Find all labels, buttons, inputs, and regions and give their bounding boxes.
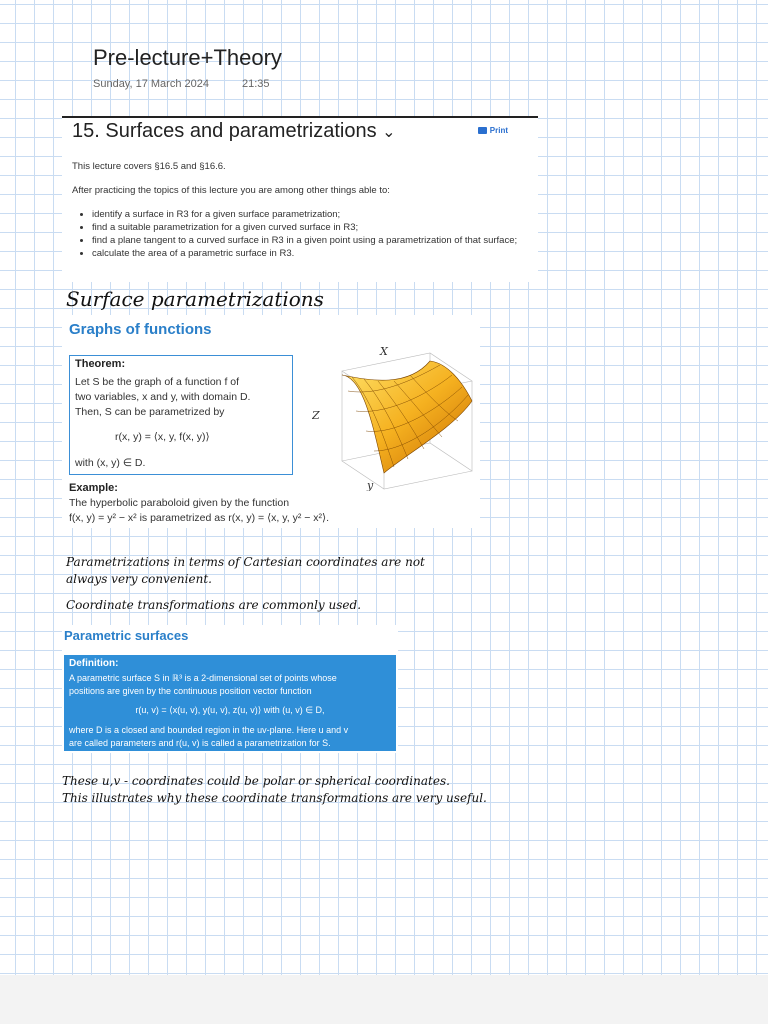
lecture-intro: After practicing the topics of this lecture you are among other things able to: xyxy=(72,185,390,196)
printer-icon xyxy=(478,127,487,134)
print-button[interactable]: Print xyxy=(478,126,508,135)
handwritten-heading: Surface parametrizations xyxy=(66,287,324,311)
list-item: • identify a surface in R3 for a given surface parametrization; xyxy=(92,208,532,221)
axis-z-label: Z xyxy=(312,409,320,422)
page-date: Sunday, 17 March 2024 xyxy=(93,78,209,90)
handwritten-note: always very convenient. xyxy=(66,572,212,586)
theorem-line: two variables, x and y, with domain D. xyxy=(75,391,251,403)
page-footer-band xyxy=(0,975,768,1024)
handwritten-note: These u,v - coordinates could be polar or spherical coordinates. xyxy=(62,774,450,788)
graphs-of-functions-clip xyxy=(62,315,480,528)
definition-line: are called parameters and r(u, v) is called a parametrization for S. xyxy=(69,738,331,748)
definition-line: positions are given by the continuous position vector function xyxy=(69,686,312,696)
axis-x-label: X xyxy=(380,345,388,358)
lecture-heading: 15. Surfaces and parametrizations ⌄ xyxy=(72,120,396,142)
definition-title: Definition: xyxy=(69,658,119,669)
parametric-surfaces-clip xyxy=(62,625,398,753)
parametric-heading: Parametric surfaces xyxy=(64,628,189,643)
theorem-line: Let S be the graph of a function f of xyxy=(75,376,240,388)
example-line: The hyperbolic paraboloid given by the function xyxy=(69,497,290,509)
handwritten-note: Coordinate transformations are commonly used. xyxy=(66,598,362,612)
definition-line: where D is a closed and bounded region in the uv-plane. Here u and v xyxy=(69,725,349,735)
list-item: • find a plane tangent to a curved surface in R3 in a given point using a parametrization of that surface; xyxy=(92,234,532,247)
axis-y-label: y xyxy=(367,479,374,491)
example-line: f(x, y) = y² − x² is parametrized as r(x, y) = ⟨x, y, y² − x²⟩. xyxy=(69,512,330,524)
chevron-down-icon[interactable]: ⌄ xyxy=(382,124,396,141)
definition-box xyxy=(64,655,396,751)
lecture-overview-clip xyxy=(62,116,538,282)
page-time: 21:35 xyxy=(242,78,270,90)
theorem-box xyxy=(69,355,293,475)
definition-formula: r(u, v) = ⟨x(u, v), y(u, v), z(u, v)⟩ with (u, v) ∈ D, xyxy=(135,705,325,715)
definition-line: A parametric surface S in ℝ³ is a 2-dimensional set of points whose xyxy=(69,673,337,683)
page-title: Pre-lecture+Theory xyxy=(93,45,282,70)
example-title: Example: xyxy=(69,482,118,494)
lecture-covers: This lecture covers §16.5 and §16.6. xyxy=(72,161,226,172)
theorem-formula: r(x, y) = ⟨x, y, f(x, y)⟩ xyxy=(115,431,210,443)
goals-list xyxy=(72,208,532,260)
list-item: • calculate the area of a parametric surface in R3. xyxy=(92,247,532,260)
handwritten-note: Parametrizations in terms of Cartesian coordinates are not xyxy=(66,555,425,569)
handwritten-note: This illustrates why these coordinate transformations are very useful. xyxy=(62,791,487,805)
theorem-title: Theorem: xyxy=(75,358,126,370)
list-item: • find a suitable parametrization for a given curved surface in R3; xyxy=(92,221,532,234)
graphs-heading: Graphs of functions xyxy=(69,321,212,338)
theorem-line: with (x, y) ∈ D. xyxy=(75,457,146,469)
theorem-line: Then, S can be parametrized by xyxy=(75,406,225,418)
saddle-surface-image xyxy=(312,341,480,491)
